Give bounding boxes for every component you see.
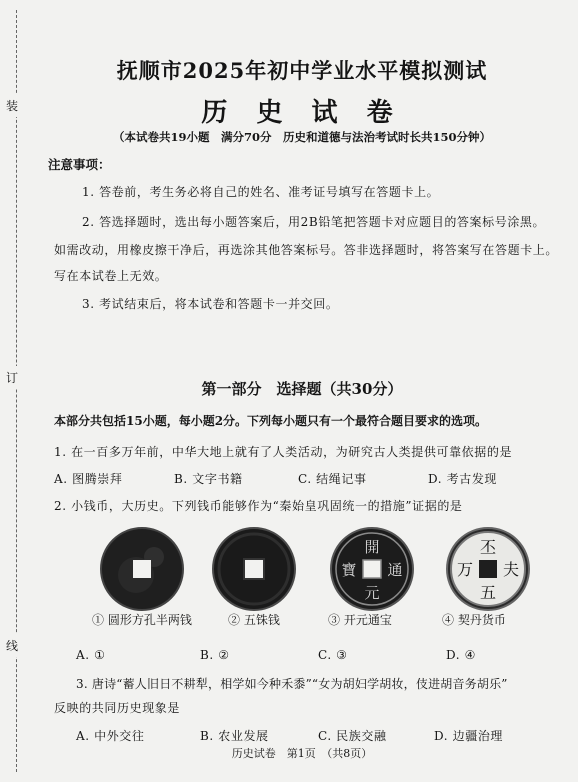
q3-option-c: C. 民族交融	[318, 729, 387, 743]
binding-mark-xian: 线	[6, 634, 18, 657]
binding-margin	[0, 0, 34, 782]
coin-caption-2: ② 五铢钱	[228, 613, 280, 627]
q3-option-d: D. 边疆治理	[434, 729, 504, 743]
question-1-stem: 1. 在一百多万年前，中华大地上就有了人类活动，为研究古人类提供可靠依据的是	[54, 445, 513, 459]
coin-kaiyuan-image	[328, 525, 416, 613]
coin-glyph: 元	[364, 584, 380, 602]
question-2-stem: 2. 小钱币，大历史。下列钱币能够作为“秦始皇巩固统一的措施”证据的是	[54, 499, 463, 513]
q1-option-a: A. 图腾崇拜	[54, 472, 123, 486]
subject-title: 历 史 试 卷	[201, 98, 403, 128]
section-title: 第一部分 选择题（共30分）	[201, 380, 403, 398]
q2-option-c: C. ③	[318, 648, 348, 662]
q3-option-a: A. 中外交往	[76, 729, 145, 743]
q2-option-a: A. ①	[76, 648, 106, 662]
coin-wuzhu-image	[210, 525, 298, 613]
coin-banliang-image	[98, 525, 186, 613]
question-3-stem: 3. 唐诗“蓄人旧日不耕犁，相学如今种禾黍”“女为胡妇学胡妆，伎进胡音务胡乐”	[76, 677, 508, 691]
note-item: 1. 答卷前，考生务必将自己的姓名、准考证号填写在答题卡上。	[82, 185, 440, 199]
coin-images	[98, 525, 538, 615]
coin-glyph: 開	[364, 538, 380, 556]
exam-info: （本试卷共19小题 满分70分 历史和道德与法治考试时长共150分钟）	[112, 130, 491, 144]
exam-title: 抚顺市2025年初中学业水平模拟测试	[116, 58, 488, 83]
page-footer: 历史试卷 第1页 （共8页）	[231, 747, 373, 760]
q3-option-b: B. 农业发展	[200, 729, 269, 743]
coin-caption-4: ④ 契丹货币	[442, 613, 506, 627]
q1-option-b: B. 文字书籍	[174, 472, 243, 486]
q1-option-d: D. 考古发现	[428, 472, 498, 486]
coin-glyph: 五	[479, 583, 497, 602]
coin-glyph: 寶	[341, 561, 357, 579]
note-item: 如需改动，用橡皮擦干净后，再选涂其他答案标号。答非选择题时，将答案写在答题卡上。	[54, 243, 559, 257]
coin-glyph: 丕	[479, 538, 497, 557]
note-item: 2. 答选择题时，选出每小题答案后，用2B铅笔把答题卡对应题目的答案标号涂黑。	[82, 215, 546, 229]
note-item: 3. 考试结束后，将本试卷和答题卡一并交回。	[82, 297, 339, 311]
coin-glyph: 通	[387, 561, 403, 579]
section-intro: 本部分共包括15小题，每小题2分。下列每小题只有一个最符合题目要求的选项。	[54, 414, 488, 428]
binding-dashed-line	[16, 10, 17, 772]
coin-caption-1: ① 圆形方孔半两钱	[92, 613, 192, 627]
coin-khitan-image	[444, 525, 532, 613]
q2-option-b: B. ②	[200, 648, 230, 662]
binding-mark-ding: 订	[6, 366, 18, 389]
q1-option-c: C. 结绳记事	[298, 472, 367, 486]
note-item: 写在本试卷上无效。	[54, 269, 168, 283]
coin-caption-3: ③ 开元通宝	[328, 613, 392, 627]
notes-heading: 注意事项：	[48, 157, 111, 172]
coin-glyph: 万	[456, 560, 474, 579]
coin-glyph: 夫	[502, 560, 520, 579]
question-3-stem-cont: 反映的共同历史现象是	[54, 701, 181, 715]
q2-option-d: D. ④	[446, 648, 476, 662]
binding-mark-zhuang: 装	[6, 94, 18, 117]
exam-page	[36, 0, 568, 782]
